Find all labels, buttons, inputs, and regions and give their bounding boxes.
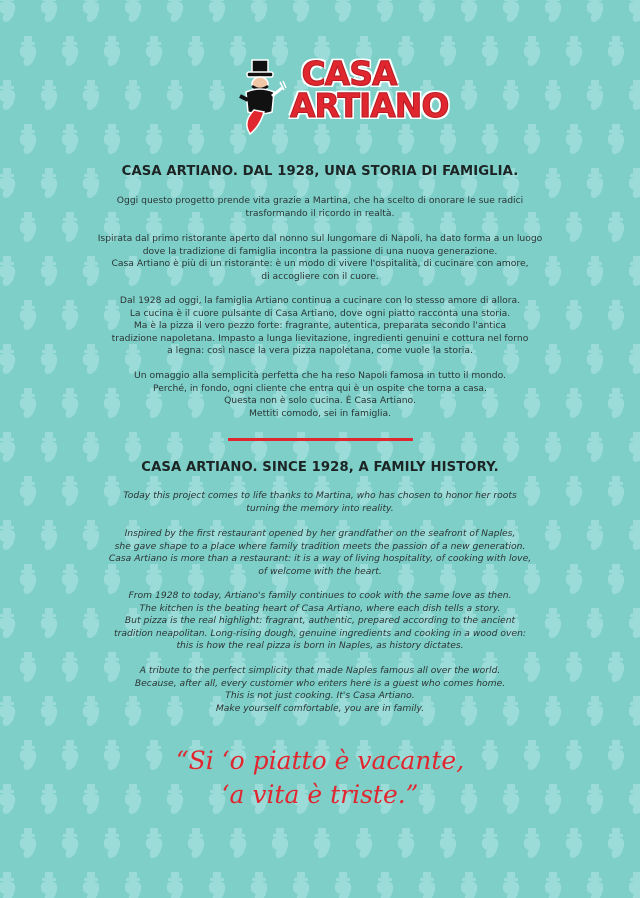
paragraph-line: Questa non è solo cucina. È Casa Artiano. xyxy=(224,395,416,407)
italian-paragraph xyxy=(0,195,640,220)
italian-section xyxy=(0,164,640,179)
paragraph-line: Casa Artiano è più di un ristorante: è un modo di vivere l'ospitalità, di cucinare con amore, xyxy=(111,258,529,270)
english-paragraph xyxy=(0,665,640,715)
logo xyxy=(232,54,449,136)
paragraph-line: Dal 1928 ad oggi, la famiglia Artiano continua a cucinare con lo stesso amore di allora. xyxy=(119,295,521,306)
paragraph-line: From 1928 to today, Artiano's family continues to cook with the same love as then. xyxy=(128,590,512,601)
paragraph-line: La cucina è il cuore pulsante di Casa Artiano, dove ogni piatto racconta una storia. xyxy=(129,307,511,319)
italian-paragraph xyxy=(0,295,640,358)
brand-wordmark-line-2: ARTIANO xyxy=(290,86,449,125)
paragraph-line: Make yourself comfortable, you are in family. xyxy=(215,702,425,714)
italian-heading: CASA ARTIANO. DAL 1928, UNA STORIA DI FAMIGLIA. xyxy=(121,164,519,179)
paragraph-line: this is how the real pizza is born in Naples, as history dictates. xyxy=(176,640,464,652)
paragraph-line: This is not just cooking. It's Casa Artiano. xyxy=(225,690,415,702)
section-divider xyxy=(228,438,413,441)
english-heading: CASA ARTIANO. SINCE 1928, A FAMILY HISTORY. xyxy=(141,460,499,475)
english-paragraph xyxy=(0,528,640,578)
english-section xyxy=(0,460,640,475)
paragraph-line: dove la tradizione di famiglia incontra la passione di una nuova generazione. xyxy=(142,245,498,257)
paragraph-line: The kitchen is the beating heart of Casa Artiano, where each dish tells a story. xyxy=(139,602,501,614)
paragraph-line: Ma è la pizza il vero pezzo forte: fragrante, autentica, preparata secondo l'antica xyxy=(133,320,507,332)
paragraph-line: Today this project comes to life thanks to Martina, who has chosen to honor her roots xyxy=(123,490,517,501)
paragraph-line: tradition neapolitan. Long-rising dough, genuine ingredients and cooking in a wood oven: xyxy=(113,627,526,639)
paragraph-line: a legna: così nasce la vera pizza napoletana, come vuole la storia. xyxy=(167,345,473,357)
paragraph-line: Casa Artiano is more than a restaurant: it is a way of living hospitality, of cooking with love, xyxy=(108,553,532,565)
paragraph-line: of welcome with the heart. xyxy=(258,565,382,577)
paragraph-line: A tribute to the perfect simplicity that made Naples famous all over the world. xyxy=(139,665,501,676)
paragraph-line: Ispirata dal primo ristorante aperto dal nonno sul lungomare di Napoli, ha dato forma a un luogo xyxy=(97,233,543,244)
paragraph-line: di accogliere con il cuore. xyxy=(261,270,379,282)
paragraph-line: Because, after all, every customer who enters here is a guest who comes home. xyxy=(134,677,506,689)
english-paragraph xyxy=(0,490,640,515)
quote-line-1: “Si ‘o piatto è vacante, xyxy=(175,746,465,775)
paragraph-line: Perché, in fondo, ogni cliente che entra qui è un ospite che torna a casa. xyxy=(153,382,487,394)
paragraph-line: Un omaggio alla semplicità perfetta che ha reso Napoli famosa in tutto il mondo. xyxy=(134,370,506,381)
paragraph-line: she gave shape to a place where family tradition meets the passion of a new generation. xyxy=(114,540,526,552)
paragraph-line: Inspired by the first restaurant opened by her grandfather on the seafront of Naples, xyxy=(124,528,516,539)
paragraph-line: Oggi questo progetto prende vita grazie a Martina, che ha scelto di onorare le sue radici xyxy=(116,195,524,206)
paragraph-line: turning the memory into reality. xyxy=(246,502,394,514)
brand-wordmark xyxy=(290,54,449,125)
english-paragraph xyxy=(0,590,640,653)
italian-paragraph xyxy=(0,233,640,283)
paragraph-line: Mettiti comodo, sei in famiglia. xyxy=(248,407,391,419)
brand-wordmark-line-1: CASA xyxy=(301,54,397,93)
paragraph-line: tradizione napoletana. Impasto a lunga lievitazione, ingredienti genuini e cottura nel forno xyxy=(111,332,529,344)
quote-line-2: ‘a vita è triste.” xyxy=(221,780,419,809)
paragraph-line: trasformando il ricordo in realtà. xyxy=(245,207,395,219)
closing-quote xyxy=(0,744,640,812)
paragraph-line: But pizza is the real highlight: fragrant, authentic, prepared according to the ancient xyxy=(124,615,516,627)
chef-mascot-icon xyxy=(232,56,288,136)
italian-paragraph xyxy=(0,370,640,420)
